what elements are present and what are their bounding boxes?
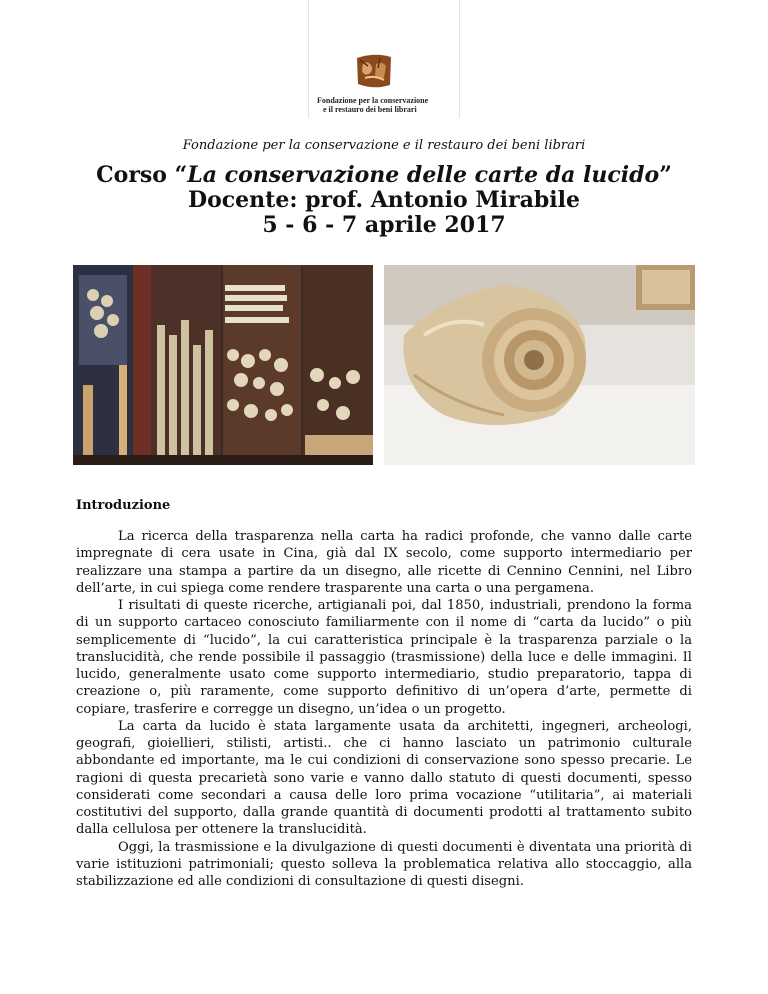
photo-rolled-tracing-paper [384,265,695,465]
course-name: La conservazione delle carte da lucido [187,162,660,188]
course-prefix: Corso “ [96,162,188,188]
paragraph: La carta da lucido è stata largamente usata da architetti, ingegneri, archeologi, geografi, gioiellieri, stilisti, artisti.. che ci hanno lasciato un patrimonio culturale abbondante ed importante, ma le cui condizioni di conservazione sono spesso precarie. Le ragioni di questa precarietà sono varie e vanno dallo statuto di questi documenti, spesso considerati come secondari a causa delle loro prima vocazione “utilitaria”, ai materiali costitutivi del supporto, dalla grande quantità di documenti prodotti al trattamento subito dalla cellulosa per ottenere la translucidità. [76,718,692,838]
logo-emblem-icon [354,52,394,90]
logo-line-1: Fondazione per la conservazione [317,96,429,105]
introduction-body [76,528,692,890]
course-teacher: Docente: prof. Antonio Mirabile [188,187,580,213]
paragraph: Oggi, la trasmissione e la divulgazione di questi documenti è diventata una priorità di varie istituzioni patrimoniali; questo solleva la problematica relativa allo stoccaggio, alla stabilizzazione ed alle condizioni di consultazione di questi disegni. [76,839,692,889]
foundation-name: Fondazione per la conservazione e il restauro dei beni librari [182,138,586,153]
course-dates: 5 - 6 - 7 aprile 2017 [262,212,506,238]
section-heading: Introduzione [76,498,171,513]
paragraph: I risultati di queste ricerche, artigianali poi, dal 1850, industriali, prendono la forma di un supporto cartaceo conosciuto familiarmente con il nome di “carta da lucido” o più semplicemente di “lucido”, la cui caratteristica principale è la trasparenza parziale o la translucidità, che rende possibile il passaggio (trasmissione) della luce e delle immagini. Il lucido, generalmente usato come supporto intermediario, studio preparatorio, tappa di creazione o, più raramente, come supporto definitivo di un’opera d’arte, permette di copiare, trasferire e corregge un disegno, un’idea o un progetto. [76,598,692,717]
course-suffix: ” [659,162,672,188]
foundation-logo [308,0,460,118]
photo-archive-shelves [73,265,373,465]
course-title [0,163,768,188]
paragraph: La ricerca della trasparenza nella carta ha radici profonde, che vanno dalle carte impregnate di cera usate in Cina, già dal IX secolo, come supporto intermediario per realizzare una stampa a partire da un disegno, alle ricette di Cennino Cennini, nel Libro dell’arte, in cui spiega come rendere trasparente una carta o una pergamena. [76,529,692,596]
logo-caption [317,96,457,114]
logo-line-2: e il restauro dei beni librari [323,105,417,114]
